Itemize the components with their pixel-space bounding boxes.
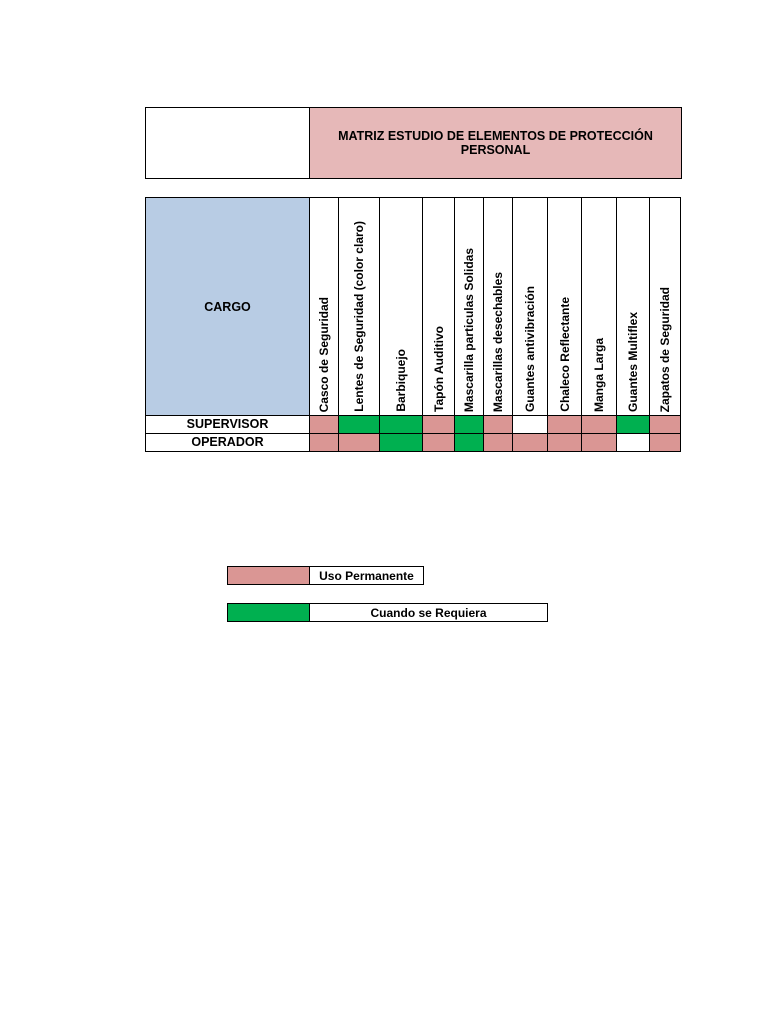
status-cell [380, 434, 423, 452]
status-cell [310, 416, 339, 434]
legend-label-required: Cuando se Requiera [310, 604, 548, 622]
legend-label-permanent: Uso Permanente [310, 567, 424, 585]
status-cell [650, 416, 681, 434]
header-row [146, 198, 681, 416]
title-table [145, 107, 682, 179]
row-label-operador: OPERADOR [146, 434, 310, 452]
legend-swatch-permanent [228, 567, 310, 585]
epp-matrix [145, 197, 681, 452]
status-cell [310, 434, 339, 452]
cargo-header: CARGO [146, 198, 310, 416]
status-cell [423, 416, 455, 434]
column-header: Tapón Auditivo [423, 198, 455, 416]
legend-required [227, 603, 548, 622]
status-cell [339, 434, 380, 452]
logo-cell [146, 108, 310, 179]
status-cell [617, 416, 650, 434]
table-row [146, 416, 681, 434]
status-cell [423, 434, 455, 452]
status-cell [548, 434, 582, 452]
status-cell [513, 416, 548, 434]
status-cell [339, 416, 380, 434]
status-cell [513, 434, 548, 452]
column-header: Casco de Seguridad [310, 198, 339, 416]
status-cell [484, 416, 513, 434]
column-header: Mascarilla particulas Solidas [455, 198, 484, 416]
page-title: MATRIZ ESTUDIO DE ELEMENTOS DE PROTECCIÓN PERSONAL [310, 108, 682, 179]
legend-permanent [227, 566, 424, 585]
row-label-supervisor: SUPERVISOR [146, 416, 310, 434]
status-cell [582, 434, 617, 452]
column-header: Lentes de Seguridad (color claro) [339, 198, 380, 416]
column-header: Guantes Multiflex [617, 198, 650, 416]
column-header: Zapatos de Seguridad [650, 198, 681, 416]
column-header: Barbiquejo [380, 198, 423, 416]
status-cell [455, 416, 484, 434]
status-cell [582, 416, 617, 434]
status-cell [455, 434, 484, 452]
legend-swatch-required [228, 604, 310, 622]
column-header: Manga Larga [582, 198, 617, 416]
table-row [146, 434, 681, 452]
status-cell [650, 434, 681, 452]
status-cell [617, 434, 650, 452]
column-header: Chaleco Reflectante [548, 198, 582, 416]
status-cell [484, 434, 513, 452]
column-header: Mascarillas desechables [484, 198, 513, 416]
status-cell [548, 416, 582, 434]
status-cell [380, 416, 423, 434]
column-header: Guantes antivibración [513, 198, 548, 416]
